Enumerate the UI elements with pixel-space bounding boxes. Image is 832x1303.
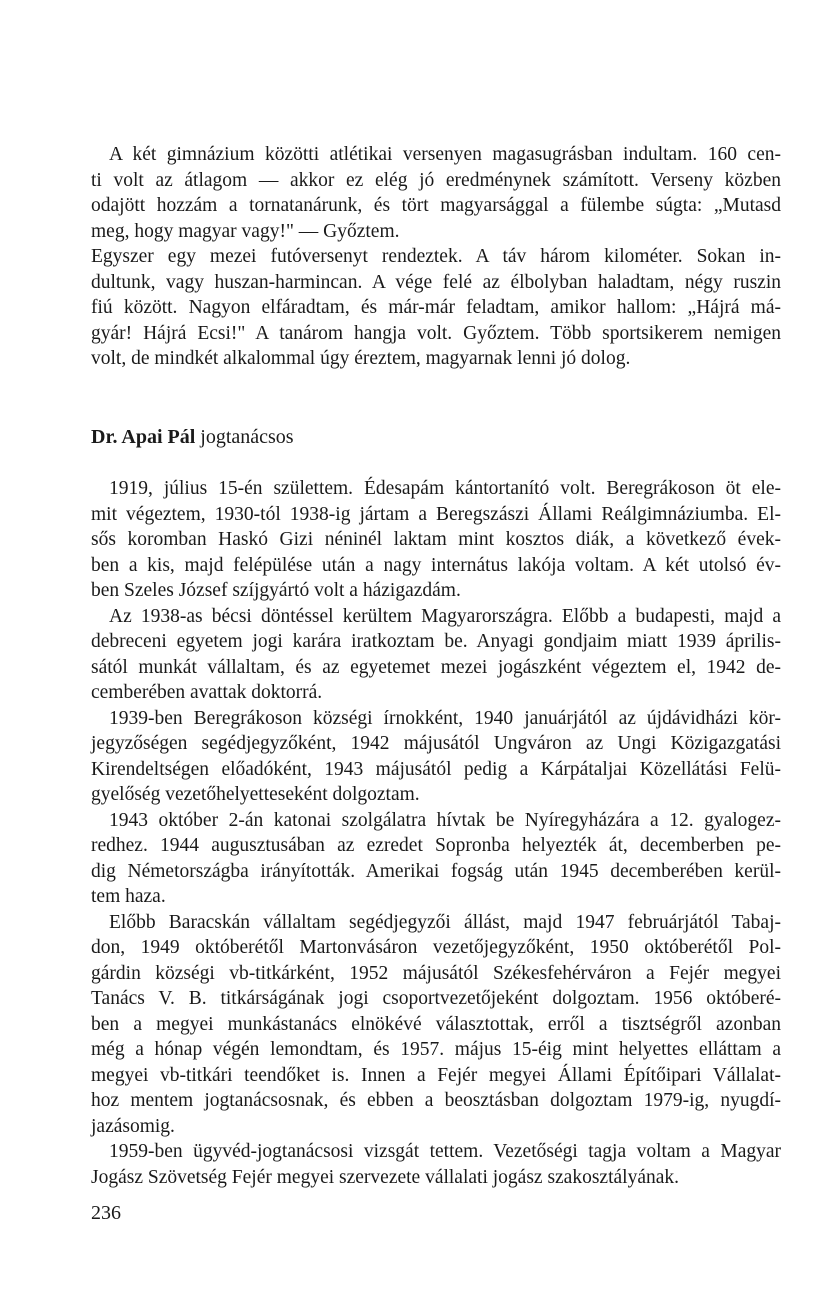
text-line: fiú között. Nagyon elfáradtam, és már-már feladtam, amikor hallom: „Hájrá má- — [91, 297, 781, 318]
text-line: odajött hozzám a tornatanárunk, és tört magyarsággal a fülembe súgta: „Mutasd — [91, 195, 781, 216]
text-line: sős koromban Haskó Gizi néninél laktam mint kosztos diák, a következő évek- — [91, 529, 781, 550]
text-line: A két gimnázium közötti atlétikai versenyen magasugrásban indultam. 160 cen- — [109, 144, 781, 165]
text-line: tem haza. — [91, 886, 166, 907]
text-line: Kirendeltségen előadóként, 1943 májusától pedig a Kárpátaljai Közellátási Felü- — [91, 758, 781, 780]
text-line: Jogász Szövetség Fejér megyei szervezete vállalati jogász szakosztályának. — [91, 1166, 680, 1188]
text-line: jazásomig. — [91, 1115, 175, 1137]
text-line: megyei vb-titkári teendőket is. Innen a Fejér megyei Állami Építőipari Vállalat- — [91, 1064, 781, 1086]
text-line: gyelőség vezetőhelyetteseként dolgoztam. — [91, 784, 420, 805]
text-line: redhez. 1944 augusztusában az ezredet Sopronba helyezték át, decemberben pe- — [91, 835, 781, 856]
text-line: 1919, július 15-én születtem. Édesapám kántortanító volt. Beregrákoson öt ele- — [109, 478, 781, 499]
text-line: jegyzőségen segédjegyzőként, 1942 májusától Ungváron az Ungi Közigazgatási — [91, 733, 781, 754]
text-line: gyár! Hájrá Ecsi!" A tanárom hangja volt. Győztem. Több sportsikerem nemigen — [91, 322, 781, 344]
text-line: ben Szeles József szíjgyártó volt a házigazdám. — [91, 580, 461, 601]
text-line: debreceni egyetem jogi karára iratkoztam be. Anyagi gondjaim miatt 1939 április- — [91, 631, 781, 652]
author-role: jogtanácsos — [200, 426, 294, 448]
text-line: még a hónap végén lemondtam, és 1957. május 15-éig mint helyettes elláttam a — [91, 1039, 781, 1060]
text-line: Előbb Baracskán vállaltam segédjegyzői állást, majd 1947 februárjától Tabaj- — [109, 911, 781, 933]
text-line: dultunk, vagy huszan-harmincan. A vége felé az élbolyban haladtam, négy ruszin — [91, 271, 781, 293]
text-line: gárdin községi vb-titkárként, 1952 májusától Székesfehérváron a Fejér megyei — [91, 962, 781, 984]
text-line: ben a megyei munkástanács elnökévé választottak, erről a tisztségről azonban — [91, 1013, 781, 1035]
text-line: dig Németországba irányították. Amerikai fogság után 1945 decemberében kerül- — [91, 860, 781, 882]
text-line: Tanács V. B. titkárságának jogi csoportvezetőjeként dolgoztam. 1956 októberé- — [91, 988, 781, 1009]
text-line: 1959-ben ügyvéd-jogtanácsosi vizsgát tettem. Vezetőségi tagja voltam a Magyar — [109, 1141, 781, 1162]
text-line: volt, de mindkét alkalommal úgy éreztem, magyarnak lenni jó dolog. — [91, 348, 631, 369]
text-line: ti volt az átlagom — akkor ez elég jó eredménynek számított. Verseny közben — [91, 169, 781, 191]
text-line: 1939-ben Beregrákoson községi írnokként, 1940 januárjától az újdávidházi kör- — [109, 707, 781, 729]
text-line: mit végeztem, 1930-tól 1938-ig jártam a Beregszászi Állami Reálgimnáziumba. El- — [91, 503, 781, 525]
author-heading — [91, 424, 294, 450]
memoir-section-biography — [91, 476, 781, 1190]
memoir-section-athletics — [91, 142, 781, 372]
text-line: hoz mentem jogtanácsosnak, és ebben a beosztásban dolgoztam 1979-ig, nyugdí- — [91, 1090, 781, 1111]
text-line: ben a kis, majd felépülése után a nagy internátus lakója voltam. A két utolsó év- — [91, 554, 781, 576]
text-line: 1943 október 2-án katonai szolgálatra hívtak be Nyíregyházára a 12. gyalogez- — [109, 809, 781, 831]
text-line: don, 1949 októberétől Martonvásáron vezetőjegyzőként, 1950 októberétől Pol- — [91, 937, 781, 958]
text-line: meg, hogy magyar vagy!" — Győztem. — [91, 220, 400, 242]
text-line: Az 1938-as bécsi döntéssel kerültem Magyarországra. Előbb a budapesti, majd a — [109, 605, 781, 627]
text-line: Egyszer egy mezei futóversenyt rendeztek. A táv három kilométer. Sokan in- — [91, 246, 781, 267]
author-name: Dr. Apai Pál — [91, 426, 196, 448]
text-line: cemberében avattak doktorrá. — [91, 682, 323, 703]
page-number: 236 — [91, 1202, 121, 1224]
text-line: sától munkát vállaltam, és az egyetemet mezei jogászként végeztem el, 1942 de- — [91, 656, 781, 678]
